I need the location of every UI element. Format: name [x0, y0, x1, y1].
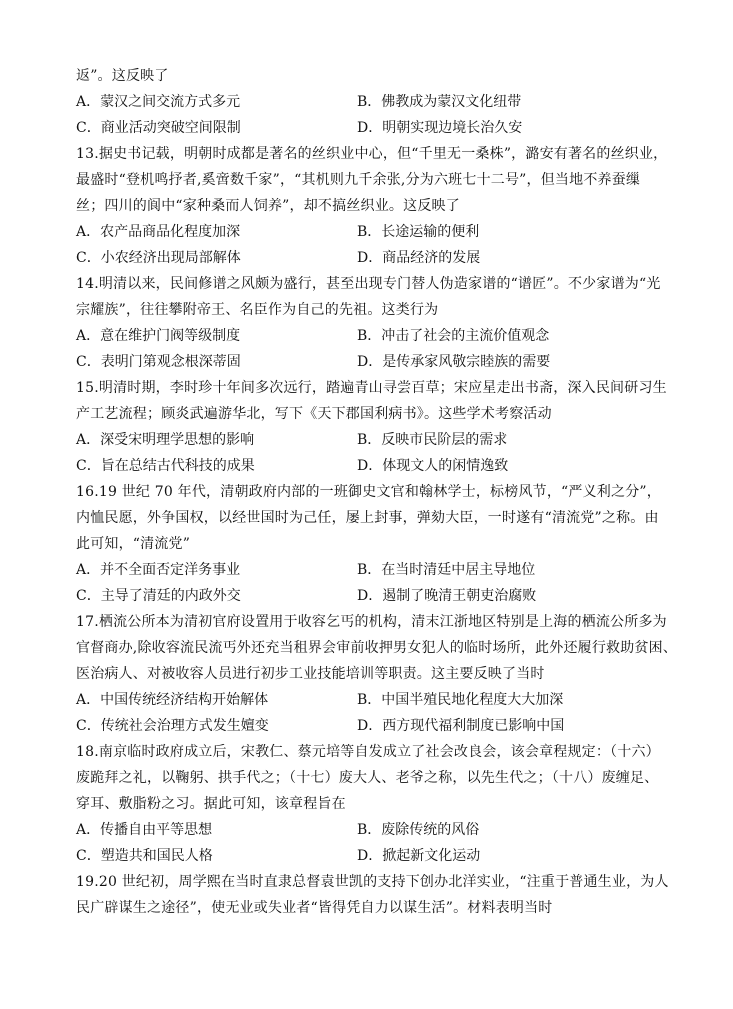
answer-option: C．主导了清廷的内政外交 — [76, 588, 241, 604]
text-line: 14.明清以来，民间修谱之风颇为盛行，甚至出现专门替人伪造家谱的“谱匠”。不少家谱为“光 — [76, 276, 661, 292]
answer-option: C．旨在总结古代科技的成果 — [76, 458, 255, 474]
answer-option: B．冲击了社会的主流价值观念 — [357, 328, 550, 344]
text-line: 19.20 世纪初，周学熙在当时直隶总督袁世凯的支持下创办北洋实业，“注重于普通生业，为人 — [76, 874, 669, 890]
answer-option: D．西方现代福利制度已影响中国 — [357, 718, 565, 734]
text-line: 宗耀族”，往往攀附帝王、名臣作为自己的先祖。这类行为 — [76, 302, 439, 318]
answer-option: A．深受宋明理学思想的影响 — [76, 432, 255, 448]
answer-option: D．掀起新文化运动 — [357, 848, 481, 864]
text-line: 废跪拜之礼，以鞠躬、拱手代之；（十七）废大人、老爷之称，以先生代之；（十八）废缠足、 — [76, 770, 659, 786]
answer-option: A．并不全面否定洋务事业 — [76, 562, 241, 578]
answer-option: C．传统社会治理方式发生嬗变 — [76, 718, 269, 734]
answer-option: C．小农经济出现局部解体 — [76, 250, 241, 266]
answer-option: A．中国传统经济结构开始解体 — [76, 692, 269, 708]
answer-option: B．中国半殖民地化程度大大加深 — [357, 692, 564, 708]
text-line: 此可知，“清流党” — [76, 536, 191, 552]
answer-option: B．长途运输的便利 — [357, 224, 480, 240]
answer-option: C．表明门第观念根深蒂固 — [76, 354, 241, 370]
text-line: 丝；四川的阆中“家种桑而人饲养”，却不搞丝织业。这反映了 — [76, 198, 460, 214]
text-line: 17.栖流公所本为清初官府设置用于收容乞丐的机构，清末江浙地区特别是上海的栖流公所多为 — [76, 614, 667, 630]
text-line: 返”。这反映了 — [76, 68, 169, 84]
answer-option: A．传播自由平等思想 — [76, 822, 213, 838]
text-line: 最盛时“登机鸣抒者,奚啻数千家”，“其机则九千余张,分为六班七十二号”，但当地不养蚕缫 — [76, 172, 641, 188]
answer-option: D．明朝实现边境长治久安 — [357, 120, 523, 136]
text-line: 民广辟谋生之途径”，使无业或失业者“皆得凭自力以谋生活”。材料表明当时 — [76, 900, 553, 916]
text-line: 内恤民愿，外争国权，以经世国时为己任，屡上封事，弹劾大臣，一时遂有“清流党”之称。由 — [76, 510, 659, 526]
answer-option: B．反映市民阶层的需求 — [357, 432, 508, 448]
answer-option: B．在当时清廷中居主导地位 — [357, 562, 536, 578]
answer-option: D．体现文人的闲情逸致 — [357, 458, 509, 474]
text-line: 产工艺流程；顾炎武遍游华北，写下《天下郡国利病书》。这些学术考察活动 — [76, 406, 552, 422]
text-line: 15.明清时期，李时珍十年间多次远行，踏遍青山寻尝百草；宋应星走出书斋，深入民间研习生 — [76, 380, 667, 396]
answer-option: C．塑造共和国民人格 — [76, 848, 213, 864]
answer-option: A．农产品商品化程度加深 — [76, 224, 241, 240]
text-line: 13.据史书记载，明朝时成都是著名的丝织业中心，但“千里无一桑株”，潞安有著名的丝织业， — [76, 146, 668, 162]
answer-option: D．商品经济的发展 — [357, 250, 481, 266]
text-line: 医治病人、对被收容人员进行初步工业技能培训等职责。这主要反映了当时 — [76, 666, 545, 682]
text-line: 官督商办,除收容流民流丐外还充当租界会审前收押男女犯人的临时场所，此外还履行救助贫困、 — [76, 640, 678, 656]
answer-option: C．商业活动突破空间限制 — [76, 120, 241, 136]
answer-option: A．蒙汉之间交流方式多元 — [76, 94, 241, 110]
answer-option: D．遏制了晚清王朝吏治腐败 — [357, 588, 537, 604]
answer-option: B．废除传统的风俗 — [357, 822, 480, 838]
text-line: 16.19 世纪 70 年代，清朝政府内部的一班御史文官和翰林学士，标榜风节，“严义利之分”， — [76, 484, 661, 500]
text-line: 18.南京临时政府成立后，宋教仁、蔡元培等自发成立了社会改良会，该会章程规定：（十六） — [76, 744, 660, 760]
answer-option: A．意在维护门阀等级制度 — [76, 328, 241, 344]
text-line: 穿耳、敷脂粉之习。据此可知，该章程旨在 — [76, 796, 346, 812]
answer-option: D．是传承家风敬宗睦族的需要 — [357, 354, 551, 370]
answer-option: B．佛教成为蒙汉文化纽带 — [357, 94, 522, 110]
